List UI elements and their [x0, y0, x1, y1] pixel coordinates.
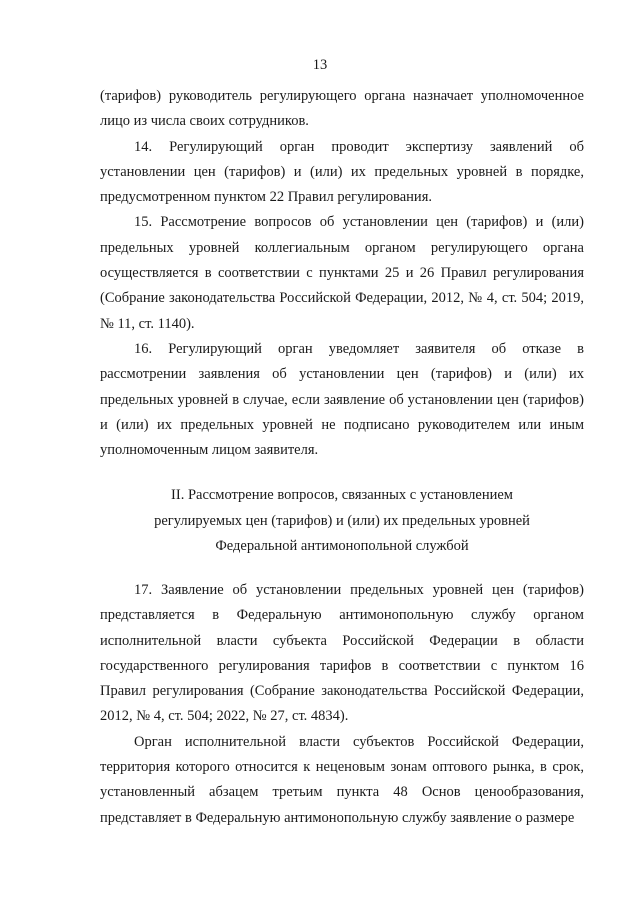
- paragraph-14: 14. Регулирующий орган проводит экспертизу заявлений об установлении цен (тарифов) и (или) их предельных уровней в порядке, предусмотренном пунктом 22 Правил регулирования.: [100, 138, 584, 206]
- page-number: 13: [312, 57, 328, 73]
- body-text-top: [100, 84, 584, 463]
- section-heading-line-3: Федеральной антимонопольной службой: [215, 538, 469, 554]
- paragraph-16: 16. Регулирующий орган уведомляет заявителя об отказе в рассмотрении заявления об установлении цен (тарифов) и (или) их предельных уровней в случае, если заявление об установлении цен (тарифов) и (или) их предельных уровней не подписано руководителем или иным уполномоченным лицом заявителя.: [100, 340, 584, 459]
- section-heading-line-1: II. Рассмотрение вопросов, связанных с установлением: [171, 487, 513, 503]
- section-heading: [100, 483, 584, 560]
- section-heading-line-2: регулируемых цен (тарифов) и (или) их предельных уровней: [154, 512, 530, 529]
- body-text-bottom: [100, 578, 584, 831]
- paragraph-continuation: (тарифов) руководитель регулирующего органа назначает уполномоченное лицо из числа своих сотрудников.: [100, 88, 584, 130]
- paragraph-17: 17. Заявление об установлении предельных уровней цен (тарифов) представляется в Федеральную антимонопольную службу органом исполнительной власти субъекта Российской Федерации в области государственного регулирования тарифов в соответствии с пунктом 16 Правил регулирования (Собрание законодательства Российской Федерации, 2012, № 4, ст. 504; 2022, № 27, ст. 4834).: [100, 582, 584, 725]
- paragraph-15: 15. Рассмотрение вопросов об установлении цен (тарифов) и (или) предельных уровней коллегиальным органом регулирующего органа осуществляется в соответствии с пунктами 25 и 26 Правил регулирования (Собрание законодательства Российской Федерации, 2012, № 4, ст. 504; 2019, № 11, ст. 1140).: [100, 214, 584, 332]
- paragraph-executive-body: Орган исполнительной власти субъектов Российской Федерации, территория которого относится к неценовым зонам оптового рынка, в срок, установленный абзацем третьим пункта 48 Основ ценообразования, представляет в Федеральную антимонопольную службу заявление о размере: [100, 733, 584, 826]
